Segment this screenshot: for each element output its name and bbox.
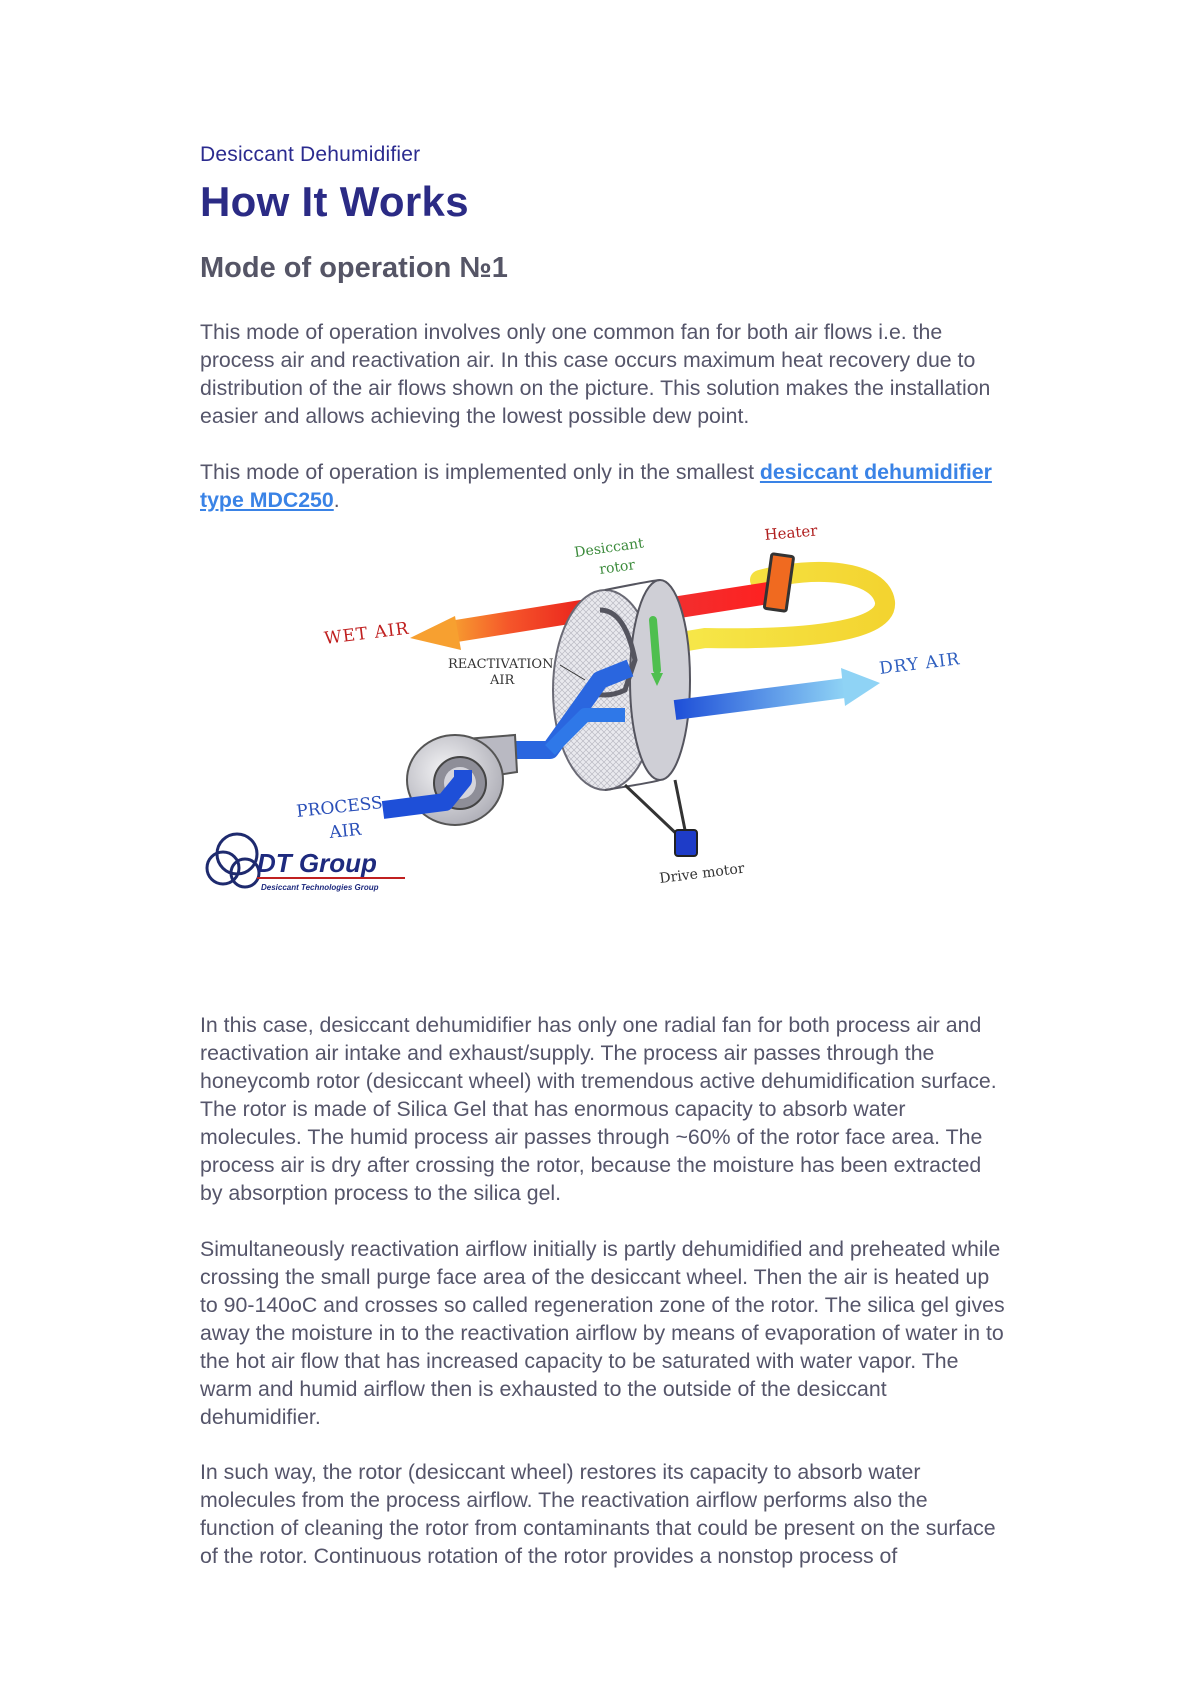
logo-tagline: Desiccant Technologies Group [261,883,379,892]
text-line: honeycomb rotor (desiccant wheel) with tremendous active dehumidification surface. [200,1069,997,1093]
text-line: In this case, desiccant dehumidifier has only one radial fan for both process air and [200,1013,982,1037]
label-reactivation-air: AIR [490,673,515,688]
logo-name: DT Group [257,848,377,878]
implemented-suffix: . [333,488,340,512]
label-desiccant: Desiccant [573,535,645,561]
text-line: the hot air flow that has increased capacity to be saturated with water vapor. The [200,1349,959,1373]
page-title: How It Works [200,178,469,225]
text-line: crossing the small purge face area of the desiccant wheel. Then the air is heated up [200,1265,990,1289]
label-wet-air: WET AIR [323,618,411,649]
label-reactivation: REACTIVATION [448,657,554,672]
text-line: Simultaneously reactivation airflow initially is partly dehumidified and preheated while [200,1237,1001,1261]
text-line: function of cleaning the rotor from contaminants that could be present on the surface [200,1516,996,1540]
implemented-paragraph [200,458,1125,514]
mdc250-link-part2[interactable]: type MDC250 [200,488,334,512]
text-line: This mode of operation involves only one common fan for both air flows i.e. the [200,320,943,344]
paragraph-rotor-restore [200,1458,1125,1570]
label-dry-air: DRY AIR [878,649,962,679]
text-line [200,458,1125,486]
text-line: away the moisture in to the reactivation airflow by means of evaporation of water in to [200,1321,1004,1345]
text-line: warm and humid airflow then is exhausted to the outside of the desiccant [200,1377,887,1401]
dry-air-flow [675,688,845,710]
label-rotor: rotor [598,557,637,578]
text-line: molecules. The humid process air passes through ~60% of the rotor face area. The [200,1125,983,1149]
section-kicker: Desiccant Dehumidifier [200,143,421,166]
text-line: of the rotor. Continuous rotation of the rotor provides a nonstop process of [200,1544,898,1568]
text-line: to 90-140oC and crosses so called regeneration zone of the rotor. The silica gel gives [200,1293,1005,1317]
section-subtitle: Mode of operation №1 [200,252,508,284]
label-heater: Heater [763,521,819,544]
paragraph-reactivation [200,1235,1125,1431]
intro-paragraph [200,318,1125,430]
paragraph-fan [200,1011,1125,1207]
text-line: In such way, the rotor (desiccant wheel) restores its capacity to absorb water [200,1460,921,1484]
text-line [200,486,1125,514]
text-line: reactivation air intake and exhaust/supply. The process air passes through the [200,1041,935,1065]
text-line: molecules from the process airflow. The reactivation airflow performs also the [200,1488,928,1512]
wet-air-arrowhead [410,616,461,650]
dry-air-arrowhead [841,668,880,706]
implemented-prefix: This mode of operation is implemented only in the smallest [200,460,760,484]
label-process: PROCESS [295,793,384,822]
drive-motor-icon [675,830,697,856]
dt-group-logo [207,834,405,892]
mdc250-link-part1[interactable]: desiccant dehumidifier [759,460,992,484]
text-line: easier and allows achieving the lowest possible dew point. [200,404,750,428]
text-line: by absorption process to the silica gel. [200,1181,562,1205]
heater-icon [764,554,793,612]
label-process-air: AIR [328,819,363,843]
desiccant-rotor [553,580,690,790]
dehumidifier-diagram [205,521,1055,970]
text-line: The rotor is made of Silica Gel that has enormous capacity to absorb water [200,1097,906,1121]
text-line: process air is dry after crossing the rotor, because the moisture has been extracted [200,1153,982,1177]
label-drive-motor: Drive motor [658,860,746,887]
text-line: dehumidifier. [200,1405,321,1429]
text-line: process air and reactivation air. In this case occurs maximum heat recovery due to [200,348,976,372]
text-line: distribution of the air flows shown on the picture. This solution makes the installation [200,376,991,400]
